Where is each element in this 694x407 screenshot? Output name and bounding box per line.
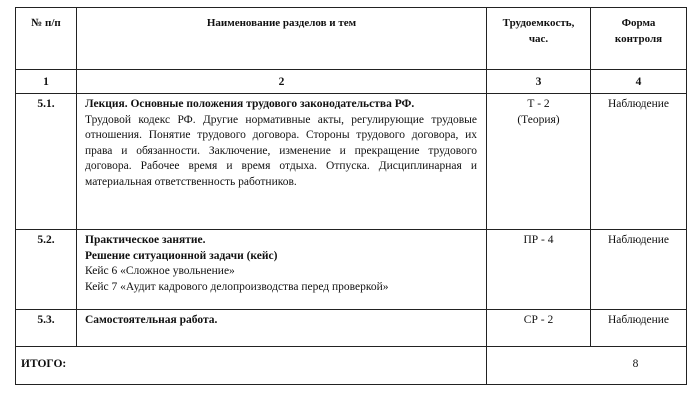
row-hours: ПР - 4 (523, 234, 554, 246)
row-topic-cell (77, 310, 487, 347)
row-topic-cell (77, 94, 487, 230)
header-hours-line1: Трудоемкость, (502, 17, 575, 29)
header-number-text: № п/п (31, 17, 61, 29)
row-hours: Т - 2 (527, 98, 550, 110)
curriculum-table (15, 7, 687, 385)
row-description: Трудовой кодекс РФ. Другие нормативные акты, регулирующие трудовые отношения. Понятие трудового договора. Стороны трудового договора, их права и обязанности. Заключение, изменение и прекращение трудового договора. Рабочее время и время отдыха. Отпуска. Дисциплинарная и материальная ответственность работников. (85, 113, 477, 188)
numbering-cell: 4 (591, 70, 687, 94)
row-title: Самостоятельная работа. (85, 314, 218, 326)
numbering-cell: 2 (77, 70, 487, 94)
row-number-cell (16, 94, 77, 230)
row-number: 5.3. (37, 314, 55, 326)
header-hours-line2: час. (528, 32, 549, 45)
header-row (16, 8, 687, 70)
total-row (16, 347, 687, 385)
row-case-item: Кейс 6 «Сложное увольнение» (85, 265, 235, 277)
row-control: Наблюдение (607, 234, 670, 246)
table-row (16, 94, 687, 230)
row-number-cell (16, 310, 77, 347)
header-topic-text: Наименование разделов и тем (206, 17, 357, 29)
numbering-cell: 1 (16, 70, 77, 94)
total-value: 8 (632, 358, 639, 370)
table-row (16, 310, 687, 347)
row-subtitle: Решение ситуационной задачи (кейс) (85, 249, 278, 262)
row-number: 5.2. (37, 234, 55, 246)
header-control-line2: контроля (614, 32, 663, 45)
row-control-cell (591, 230, 687, 310)
header-cell-topic (77, 8, 487, 70)
total-label-cell (16, 347, 487, 385)
table-row (16, 230, 687, 310)
row-control-cell (591, 310, 687, 347)
header-cell-control (591, 8, 687, 70)
row-control: Наблюдение (607, 98, 670, 110)
row-title: Лекция. Основные положения трудового законодательства РФ. (85, 98, 415, 110)
row-hours-note: (Теория) (517, 113, 560, 126)
row-hours-cell (487, 230, 591, 310)
header-cell-number (16, 8, 77, 70)
numbering-row (16, 70, 687, 94)
row-control: Наблюдение (607, 314, 670, 326)
row-topic-cell (77, 230, 487, 310)
row-number-cell (16, 230, 77, 310)
row-case-item: Кейс 7 «Аудит кадрового делопроизводства перед проверкой» (85, 280, 389, 293)
row-control-cell (591, 94, 687, 230)
row-hours-cell (487, 310, 591, 347)
row-title: Практическое занятие. (85, 234, 206, 246)
total-label: ИТОГО: (21, 358, 67, 370)
row-number: 5.1. (37, 98, 55, 110)
header-control-line1: Форма (621, 17, 656, 29)
row-hours-cell (487, 94, 591, 230)
row-hours: СР - 2 (523, 314, 554, 326)
numbering-cell: 3 (487, 70, 591, 94)
total-value-cell (487, 347, 687, 385)
header-cell-hours (487, 8, 591, 70)
